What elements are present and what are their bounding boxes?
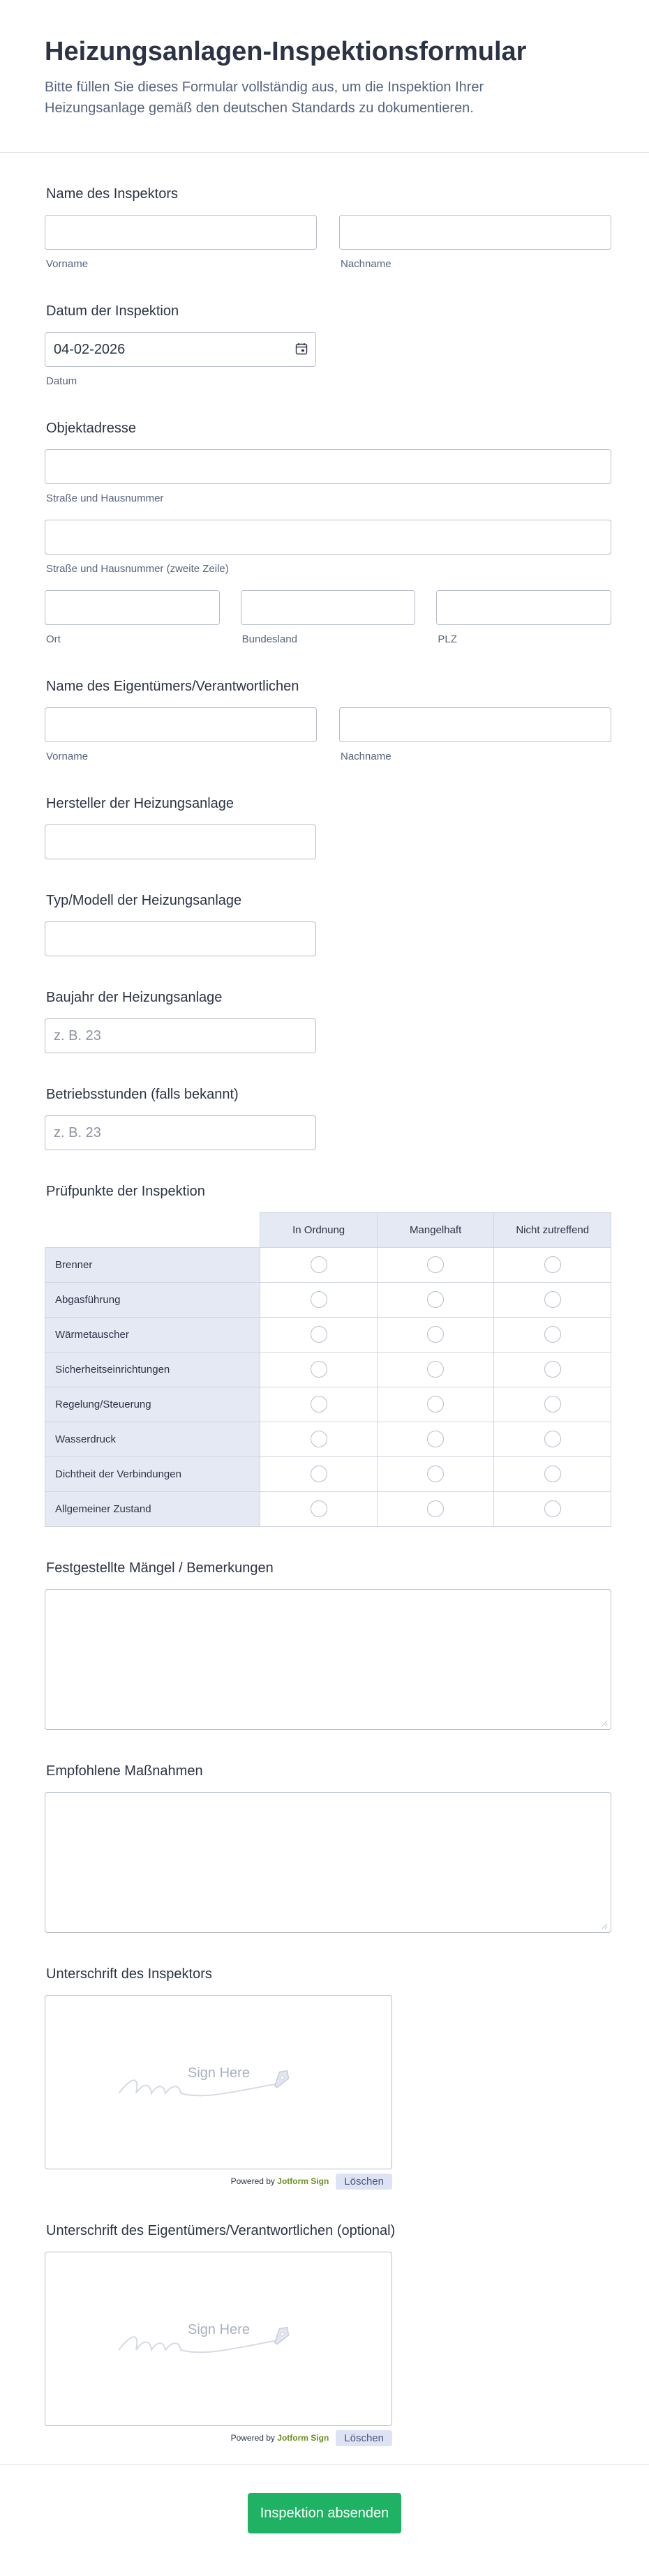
matrix-radio[interactable]	[311, 1361, 327, 1378]
inspection-date-label: Datum der Inspektion	[46, 303, 179, 319]
matrix-cell	[260, 1422, 377, 1456]
matrix-row	[45, 1491, 611, 1526]
matrix-cell	[377, 1387, 494, 1422]
matrix-cell	[260, 1387, 377, 1422]
street-input[interactable]	[45, 449, 611, 484]
inspector-name-label: Name des Inspektors	[46, 186, 178, 202]
inspector-signature-pad[interactable]	[45, 1995, 392, 2169]
matrix-header-row	[45, 1212, 611, 1247]
year-label: Baujahr der Heizungsanlage	[46, 989, 223, 1005]
owner-signature-pad[interactable]	[45, 2252, 392, 2426]
matrix-radio[interactable]	[427, 1256, 444, 1273]
matrix-radio[interactable]	[311, 1256, 327, 1273]
street-sublabel: Straße und Hausnummer	[46, 492, 164, 504]
matrix-row	[45, 1387, 611, 1422]
inspector-last-name-input[interactable]	[339, 215, 611, 250]
matrix-cell	[260, 1352, 377, 1387]
state-sublabel: Bundesland	[241, 633, 297, 645]
zip-input[interactable]	[436, 590, 611, 625]
model-field	[45, 893, 611, 956]
matrix-row	[45, 1352, 611, 1387]
matrix-cell	[260, 1317, 377, 1352]
matrix-cell	[494, 1247, 611, 1282]
matrix-row	[45, 1456, 611, 1491]
powered-by-text: Powered by Jotform Sign	[230, 2433, 329, 2443]
sign-here-text: Sign Here	[188, 2065, 250, 2081]
checklist-matrix	[45, 1212, 611, 1527]
street2-sublabel: Straße und Hausnummer (zweite Zeile)	[46, 562, 229, 575]
matrix-radio[interactable]	[311, 1291, 327, 1308]
matrix-radio[interactable]	[544, 1326, 561, 1343]
owner-first-name-input[interactable]	[45, 707, 317, 742]
inspector-first-name-input[interactable]	[45, 215, 317, 250]
matrix-column-header: Mangelhaft	[377, 1212, 494, 1247]
matrix-cell	[377, 1317, 494, 1352]
model-label: Typ/Modell der Heizungsanlage	[46, 892, 242, 908]
state-input[interactable]	[241, 590, 416, 625]
owner-last-name-sublabel: Nachname	[341, 750, 391, 762]
address-field	[45, 421, 611, 645]
submit-button[interactable]: Inspektion absenden	[248, 2493, 402, 2533]
manufacturer-field	[45, 796, 611, 859]
matrix-cell	[494, 1352, 611, 1387]
matrix-radio[interactable]	[311, 1500, 327, 1517]
matrix-cell	[260, 1456, 377, 1491]
matrix-row-label: Allgemeiner Zustand	[45, 1491, 260, 1526]
checklist-label: Prüfpunkte der Inspektion	[46, 1183, 205, 1199]
form-description: Bitte füllen Sie dieses Formular vollständig aus, um die Inspektion Ihrer Heizungsanlage gemäß den deutschen Standards zu dokumentieren.	[45, 79, 484, 116]
matrix-radio[interactable]	[311, 1431, 327, 1447]
matrix-row-label: Abgasführung	[45, 1282, 260, 1317]
matrix-cell	[377, 1282, 494, 1317]
matrix-radio[interactable]	[427, 1361, 444, 1378]
matrix-cell	[377, 1247, 494, 1282]
year-field	[45, 990, 611, 1053]
hours-label: Betriebsstunden (falls bekannt)	[46, 1086, 239, 1102]
manufacturer-label: Hersteller der Heizungsanlage	[46, 795, 234, 811]
matrix-radio[interactable]	[427, 1500, 444, 1517]
matrix-row-label: Wärmetauscher	[45, 1317, 260, 1352]
matrix-radio[interactable]	[544, 1431, 561, 1447]
owner-first-name-sublabel: Vorname	[46, 750, 89, 762]
matrix-cell	[260, 1247, 377, 1282]
matrix-radio[interactable]	[427, 1466, 444, 1482]
matrix-row-label: Wasserdruck	[45, 1422, 260, 1456]
matrix-cell	[494, 1422, 611, 1456]
matrix-radio[interactable]	[427, 1431, 444, 1447]
matrix-radio[interactable]	[427, 1396, 444, 1413]
calendar-icon[interactable]	[295, 342, 308, 355]
matrix-radio[interactable]	[544, 1291, 561, 1308]
checklist-field	[45, 1184, 611, 1527]
model-input[interactable]	[45, 921, 316, 956]
owner-signature-field	[45, 2223, 611, 2446]
matrix-radio[interactable]	[544, 1256, 561, 1273]
matrix-cell	[494, 1456, 611, 1491]
recommendations-label: Empfohlene Maßnahmen	[46, 1763, 203, 1779]
matrix-cell	[377, 1352, 494, 1387]
matrix-cell	[377, 1422, 494, 1456]
owner-name-label: Name des Eigentümers/Verantwortlichen	[46, 678, 299, 694]
inspection-date-wrapper	[45, 332, 316, 367]
form-body	[0, 186, 649, 2446]
defects-field	[45, 1560, 611, 1730]
owner-signature-label: Unterschrift des Eigentümers/Verantwortlichen (optional)	[46, 2222, 396, 2238]
form-title: Heizungsanlagen-Inspektionsformular	[45, 37, 527, 66]
inspector-signature-label: Unterschrift des Inspektors	[46, 1966, 212, 1982]
matrix-row	[45, 1247, 611, 1282]
year-input[interactable]: z. B. 23	[45, 1018, 316, 1053]
matrix-row	[45, 1282, 611, 1317]
owner-name-field	[45, 679, 611, 762]
matrix-cell	[494, 1282, 611, 1317]
matrix-radio[interactable]	[544, 1500, 561, 1517]
matrix-cell	[260, 1282, 377, 1317]
matrix-row-label: Sicherheitseinrichtungen	[45, 1352, 260, 1387]
matrix-row-label: Regelung/Steuerung	[45, 1387, 260, 1422]
matrix-radio[interactable]	[427, 1291, 444, 1308]
matrix-cell	[494, 1491, 611, 1526]
inspector-last-name-sublabel: Nachname	[341, 257, 391, 270]
zip-sublabel: PLZ	[438, 633, 457, 645]
matrix-row	[45, 1422, 611, 1456]
recommendations-textarea[interactable]	[45, 1792, 611, 1933]
powered-by-text: Powered by Jotform Sign	[230, 2176, 329, 2187]
city-sublabel: Ort	[46, 633, 61, 645]
matrix-column-header: Nicht zutreffend	[494, 1212, 611, 1247]
form-header	[0, 0, 649, 153]
matrix-cell	[260, 1491, 377, 1526]
clear-signature-button[interactable]: Löschen	[336, 2174, 392, 2190]
hours-field	[45, 1087, 611, 1150]
matrix-radio[interactable]	[544, 1396, 561, 1413]
inspector-name-field	[45, 186, 611, 270]
inspector-signature-field	[45, 1966, 611, 2190]
recommendations-field	[45, 1763, 611, 1933]
inspection-date-input[interactable]: 04-02-2026	[45, 332, 316, 367]
matrix-row-label: Dichtheit der Verbindungen	[45, 1456, 260, 1491]
sign-here-text: Sign Here	[188, 2321, 250, 2337]
resize-grip-icon[interactable]	[601, 1922, 608, 1929]
matrix-row	[45, 1317, 611, 1352]
matrix-radio[interactable]	[427, 1326, 444, 1343]
matrix-column-header: In Ordnung	[260, 1212, 377, 1247]
street2-input[interactable]	[45, 520, 611, 555]
city-input[interactable]	[45, 590, 220, 625]
defects-textarea[interactable]	[45, 1589, 611, 1730]
matrix-radio[interactable]	[311, 1326, 327, 1343]
matrix-cell	[494, 1387, 611, 1422]
matrix-radio[interactable]	[544, 1466, 561, 1482]
inspection-date-sublabel: Datum	[46, 375, 77, 387]
matrix-radio[interactable]	[311, 1396, 327, 1413]
manufacturer-input[interactable]	[45, 824, 316, 859]
matrix-cell	[377, 1491, 494, 1526]
address-label: Objektadresse	[46, 420, 136, 436]
defects-label: Festgestellte Mängel / Bemerkungen	[46, 1560, 274, 1576]
matrix-cell	[494, 1317, 611, 1352]
submit-area	[0, 2464, 649, 2533]
matrix-cell	[377, 1456, 494, 1491]
matrix-row-label: Brenner	[45, 1247, 260, 1282]
matrix-corner	[45, 1212, 260, 1247]
matrix-radio[interactable]	[544, 1361, 561, 1378]
inspector-first-name-sublabel: Vorname	[46, 257, 89, 270]
hours-input[interactable]: z. B. 23	[45, 1115, 316, 1150]
resize-grip-icon[interactable]	[601, 1719, 608, 1726]
matrix-radio[interactable]	[311, 1466, 327, 1482]
clear-signature-button[interactable]: Löschen	[336, 2430, 392, 2446]
inspection-date-field	[45, 303, 611, 387]
owner-last-name-input[interactable]	[339, 707, 611, 742]
